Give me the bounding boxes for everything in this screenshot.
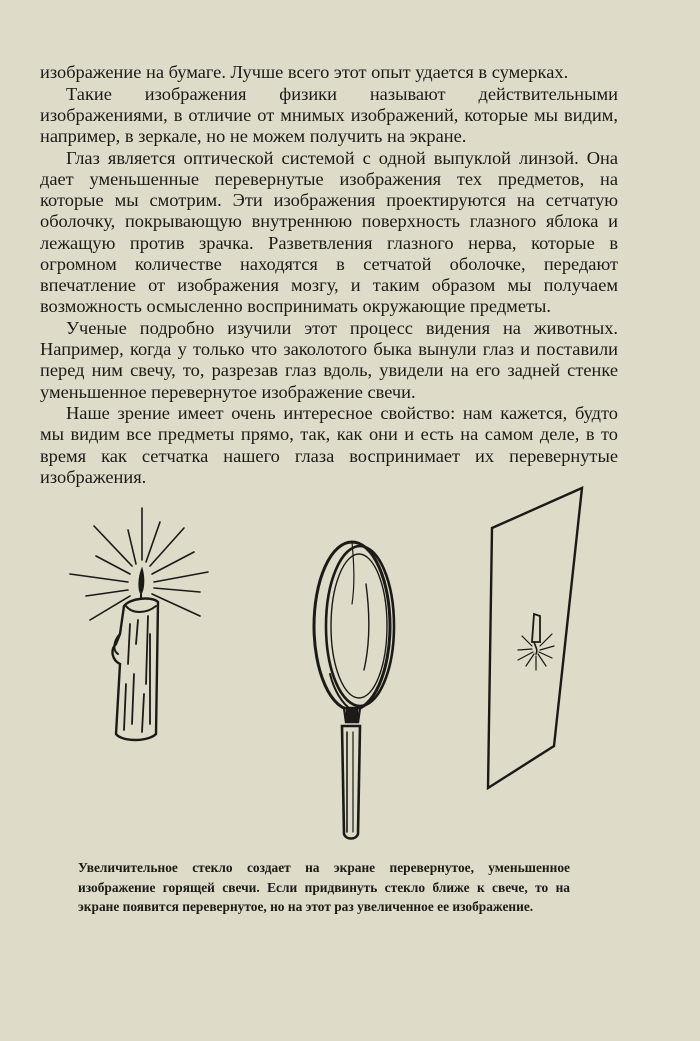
figure-caption: Увеличительное стекло создает на экране перевернутое, уменьшенное изображение горящей свечи. Если придвинуть стекло ближе к свече, то на экране появится перевернутое, но на этот раз увеличенное ее изображение. <box>78 860 570 914</box>
screen-drawing <box>488 488 582 788</box>
magnifier-drawing <box>314 542 394 839</box>
paragraph-5: Наше зрение имеет очень интересное свойство: нам кажется, будто мы видим все предметы прямо, так, как они и есть на самом деле, в то время как сетчатка нашего глаза воспринимает их перевернутые изображения. <box>40 403 618 487</box>
illustration <box>60 484 620 854</box>
candle-drawing <box>70 508 208 740</box>
body-text <box>40 62 618 489</box>
paragraph-3: Глаз является оптической системой с одной выпуклой линзой. Она дает уменьшенные перевернутые изображения тех предметов, на которые мы смотрим. Эти изображения проектируются на сетчатую оболочку, покрывающую внутреннюю поверхность глазного яблока и лежащую против зрачка. Разветвления глазного нерва, которые в огромном количестве находятся в сетчатой оболочке, передают впечатление от изображения мозгу, и таким образом мы получаем возможность осмысленно воспринимать окружающие предметы. <box>40 147 618 317</box>
paragraph-2: Такие изображения физики называют действительными изображениями, в отличие от мнимых изображений, которые мы видим, например, в зеркале, но не можем получить на экране. <box>40 83 618 147</box>
paragraph-1: изображение на бумаге. Лучше всего этот опыт удается в сумерках. <box>40 62 569 82</box>
paragraph-4: Ученые подробно изучили этот процесс видения на животных. Например, когда у только что заколотого быка вынули глаз и поставили перед ним свечу, то, разрезав глаз вдоль, увидели на его задней стенке уменьшенное перевернутое изображение свечи. <box>40 317 618 402</box>
illustration-drawing <box>60 484 620 854</box>
